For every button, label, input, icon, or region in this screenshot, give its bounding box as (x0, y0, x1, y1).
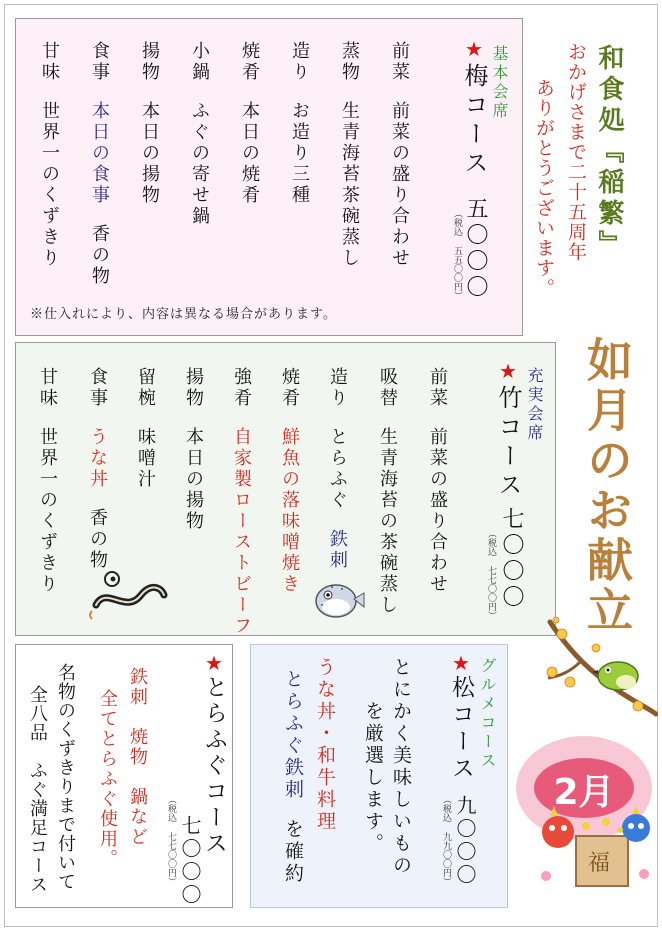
take-item-dish: 世界一のくずきり (37, 427, 58, 595)
svg-text:福: 福 (588, 851, 611, 876)
take-item-label: 食事 (87, 367, 108, 409)
take-item-label: 焼肴 (279, 367, 300, 409)
torafugu-course-name: とらふぐコース (201, 675, 227, 857)
ume-price-tax: （税込 五五〇〇円） (452, 209, 462, 300)
take-item-dish: とらふぐ (327, 427, 348, 511)
ume-item-label: 食事 (89, 41, 110, 83)
ume-item (240, 41, 258, 206)
ume-category: 基本会席 (490, 45, 509, 121)
ume-item-dish: 前菜の盛り合わせ (389, 101, 410, 269)
take-item-dish2: 香の物 (87, 508, 108, 571)
ume-item-label: 焼肴 (239, 41, 260, 83)
take-course-name: 竹コース (494, 385, 522, 501)
torafugu-star-icon: ★ (202, 651, 226, 675)
ume-item-dish: 生青海苔茶碗蒸し (339, 101, 360, 269)
matsu-navy-suffix: を確約 (282, 819, 304, 885)
take-item-label: 吸替 (377, 367, 398, 409)
ume-item-dish: お造り三種 (289, 101, 310, 206)
shop-name: 和食処『稲繁』 (594, 44, 624, 261)
torafugu-line-1: 鉄刺 焼物 鍋など (127, 667, 148, 847)
ume-item-dish2: 香の物 (89, 224, 110, 287)
take-item-dish2: 鉄刺 (327, 529, 348, 571)
torafugu-price: 七〇〇〇 (178, 815, 202, 907)
take-star-icon: ★ (496, 359, 520, 383)
pufferfish-illustration (308, 575, 368, 625)
take-item-dish: 生青海苔の茶碗蒸し (377, 427, 398, 616)
torafugu-price-tax: （税込 七七〇〇円） (166, 795, 176, 886)
ume-item-label: 小鍋 (189, 41, 210, 83)
matsu-line-1: とにかく美味しいもの (390, 657, 412, 877)
take-item (378, 367, 396, 616)
take-item-label: 強肴 (231, 367, 252, 409)
ume-item (390, 41, 408, 269)
matsu-star-icon: ★ (449, 651, 473, 675)
matsu-red-line: うな丼・和牛料理 (314, 657, 336, 833)
take-item (328, 367, 346, 571)
matsu-category: グルメコース (478, 657, 497, 771)
take-item-dish: うな丼 (87, 427, 108, 490)
ume-item-label: 前菜 (389, 41, 410, 83)
ume-item-label: 造り (289, 41, 310, 83)
ume-item-dish: ふぐの寄せ鍋 (189, 101, 210, 227)
torafugu-line-4: 全八品 ふぐ満足コース (27, 685, 48, 894)
take-item (184, 367, 202, 532)
eel-illustration (86, 565, 170, 627)
matsu-price: 九〇〇〇 (453, 795, 477, 887)
take-price: 七〇〇〇 (499, 507, 524, 611)
take-course-panel (15, 342, 556, 636)
take-item-label: 留椀 (135, 367, 156, 409)
ume-item-dish: 本日の食事 (89, 101, 110, 206)
matsu-course-panel (250, 644, 508, 908)
take-item (38, 367, 56, 595)
ume-item-label: 揚物 (139, 41, 160, 83)
take-item-label: 揚物 (183, 367, 204, 409)
ume-course-name: 梅コース (460, 63, 488, 179)
matsu-price-tax: （税込 九九〇〇円） (441, 795, 451, 886)
ume-item (340, 41, 358, 269)
take-item (280, 367, 298, 595)
matsu-line-4 (283, 669, 302, 885)
setsubun-oni-masu-illustration (536, 796, 656, 896)
torafugu-course-panel (15, 644, 233, 908)
take-item (88, 367, 106, 571)
matsu-navy-text: とらふぐ鉄刺 (282, 669, 304, 801)
take-item-dish: 前菜の盛り合わせ (427, 427, 448, 595)
ume-item-label: 甘味 (39, 41, 60, 83)
ume-item (40, 41, 58, 269)
take-category: 充実会席 (525, 367, 544, 443)
month-badge-text: 2月 (553, 772, 615, 813)
take-item-dish: 自家製ローストビーフ (231, 427, 252, 637)
anniversary-line-2: ありがとうございます。 (533, 78, 555, 298)
take-item-dish: 味噌汁 (135, 427, 156, 490)
ume-course-panel (15, 18, 523, 336)
ume-item-dish: 世界一のくずきり (39, 101, 60, 269)
matsu-line-2: を厳選します。 (362, 701, 384, 855)
take-item-label: 造り (327, 367, 348, 409)
take-item-dish: 本日の揚物 (183, 427, 204, 532)
ume-note: ※仕入れにより、内容は異なる場合があります。 (30, 307, 337, 322)
ume-item-dish: 本日の焼肴 (239, 101, 260, 206)
ume-item-label: 蒸物 (339, 41, 360, 83)
anniversary-line-1: おかげさまで二十五周年 (565, 42, 587, 262)
menu-title: 如月のお献立 (580, 336, 634, 636)
take-item-label: 甘味 (37, 367, 58, 409)
ume-item-dish: 本日の揚物 (139, 101, 160, 206)
ume-price: 五〇〇〇 (463, 197, 488, 301)
take-item (136, 367, 154, 490)
ume-item (290, 41, 308, 206)
ume-item (190, 41, 208, 227)
torafugu-line-2: 全てとらふぐ使用。 (97, 689, 118, 869)
take-item (232, 367, 250, 637)
take-item (428, 367, 446, 595)
ume-item (90, 41, 108, 287)
take-item-label: 前菜 (427, 367, 448, 409)
ume-star-icon: ★ (462, 37, 486, 61)
take-item-dish: 鮮魚の落味噌焼き (279, 427, 300, 595)
plum-blossom-bird-illustration (540, 612, 658, 724)
take-price-tax: （税込 七七〇〇円） (486, 529, 496, 620)
ume-item (140, 41, 158, 206)
matsu-course-name: 松コース (448, 675, 474, 783)
torafugu-line-3: 名物のくずきりまで付いて (55, 663, 76, 891)
